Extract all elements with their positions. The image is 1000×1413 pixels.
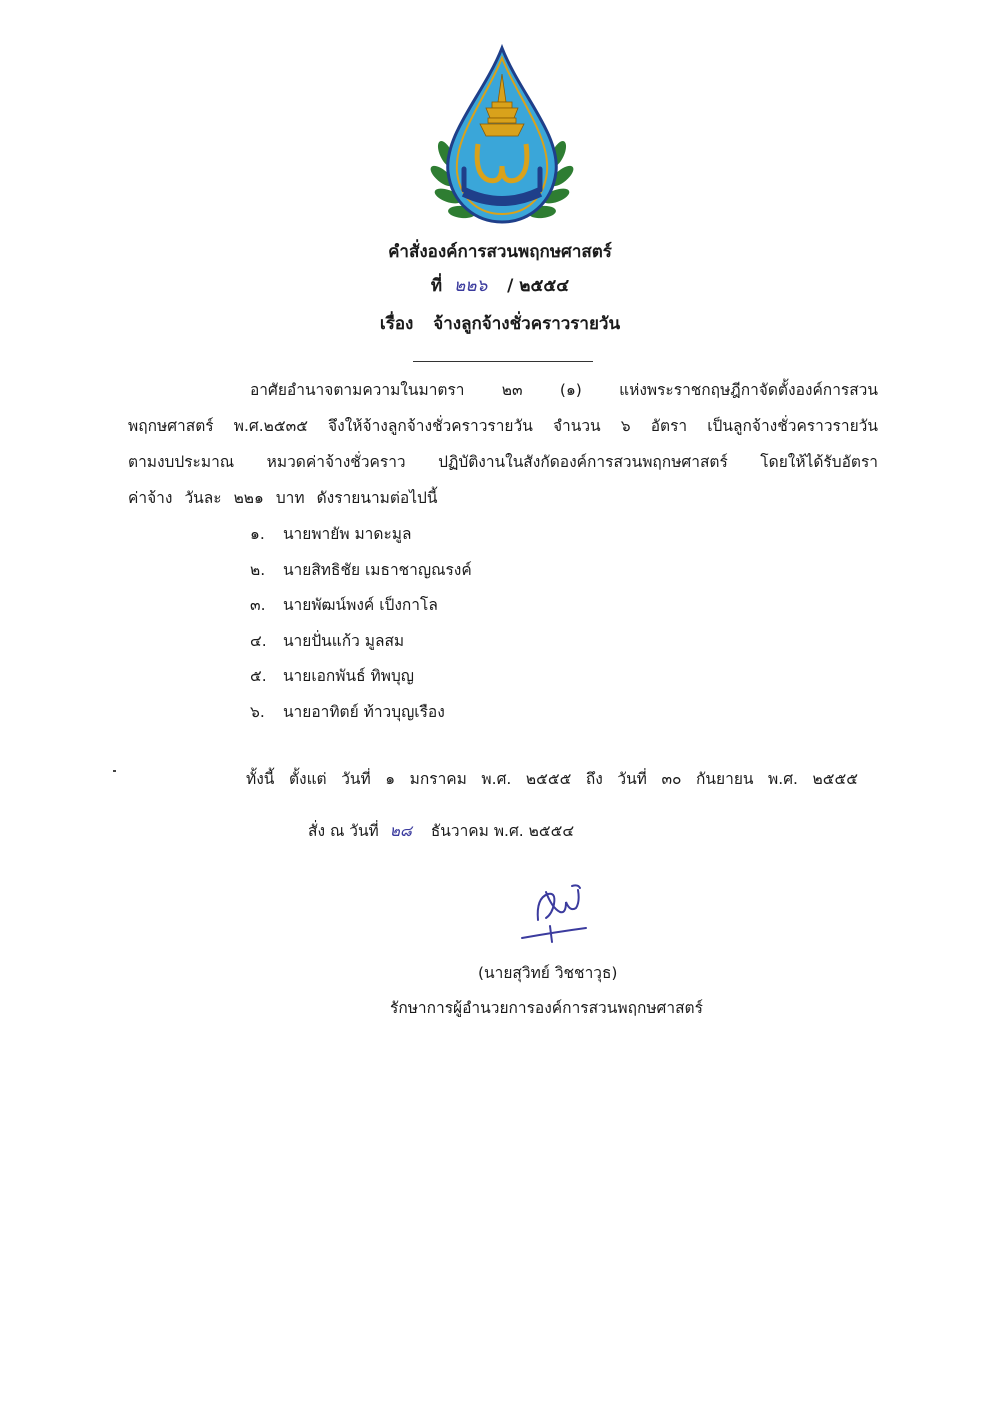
- text-segment: ค่าจ้าง: [128, 489, 173, 507]
- text-segment: ตั้งแต่: [288, 770, 327, 788]
- text-segment: พ.ศ.: [481, 770, 512, 788]
- subject-text: จ้างลูกจ้างชั่วคราวรายวัน: [433, 314, 621, 334]
- scan-speck: [113, 770, 116, 772]
- list-number: ๔.: [250, 631, 267, 650]
- document-title: คำสั่งองค์การสวนพฤกษศาสตร์: [388, 242, 612, 262]
- text-segment: บาท: [275, 489, 305, 507]
- text-segment: ๒๓: [501, 381, 523, 399]
- text-segment: แห่งพระราชกฤษฎีกาจัดตั้งองค์การสวน: [619, 381, 878, 399]
- signatory-name: (นายสุวิทย์ วิชชาวุธ): [478, 964, 618, 982]
- order-body-paragraph: [128, 372, 878, 516]
- subject-label: เรื่อง: [379, 314, 414, 334]
- paragraph-line: [128, 372, 878, 408]
- text-segment: พ.ศ.๒๕๓๕: [233, 417, 308, 435]
- text-segment: ๑: [385, 770, 396, 788]
- text-segment: เป็นลูกจ้างชั่วคราวรายวัน: [707, 417, 878, 435]
- employee-name: นายอาทิตย์ ท้าวบุญเรือง: [282, 702, 445, 721]
- list-number: ๕.: [250, 667, 267, 685]
- order-number-line: [0, 272, 1000, 299]
- text-segment: ๒๕๕๕: [525, 770, 572, 788]
- document-header: [0, 238, 1000, 266]
- signatory-position: รักษาการผู้อำนวยการองค์การสวนพฤกษศาสตร์: [390, 999, 703, 1017]
- signed-prefix: สั่ง ณ วันที่: [308, 822, 379, 840]
- subject-line: [0, 310, 1000, 337]
- text-segment: จึงให้จ้างลูกจ้างชั่วคราวรายวัน: [328, 417, 533, 435]
- list-item: [250, 695, 472, 731]
- organization-logo: [428, 44, 576, 234]
- text-segment: โดยให้ได้รับอัตรา: [760, 453, 878, 471]
- list-number: ๓.: [250, 596, 266, 614]
- list-item: [250, 624, 472, 660]
- header-divider: [413, 361, 593, 362]
- order-prefix: ที่: [430, 276, 443, 296]
- text-segment: ๒๕๕๕: [812, 770, 858, 788]
- text-segment: พ.ศ.: [768, 770, 798, 788]
- text-segment: วันละ: [184, 489, 222, 507]
- text-segment: ปฏิบัติงานในสังกัดองค์การสวนพฤกษศาสตร์: [438, 453, 728, 471]
- list-number: ๖.: [250, 702, 265, 721]
- employee-name: นายปั่นแก้ว มูลสม: [282, 631, 405, 650]
- text-segment: หมวดค่าจ้างชั่วคราว: [266, 453, 406, 471]
- handwritten-signature: [516, 880, 596, 950]
- text-segment: ๓๐: [661, 770, 682, 788]
- employee-name: นายสิทธิชัย เมธาชาญณรงค์: [282, 560, 472, 579]
- list-number: ๒.: [250, 560, 266, 579]
- paragraph-line: [128, 408, 878, 444]
- employment-period-line: [246, 766, 858, 791]
- paragraph-line: [128, 444, 878, 480]
- list-item: [250, 553, 472, 589]
- text-segment: ๒๒๑: [233, 489, 264, 507]
- text-segment: กันยายน: [696, 770, 754, 788]
- signed-date-line: [308, 818, 574, 843]
- text-segment: จำนวน: [552, 417, 601, 435]
- text-segment: (๑): [559, 381, 582, 399]
- order-number: ๒๒๖: [454, 276, 488, 296]
- text-segment: อาศัยอำนาจตามความในมาตรา: [250, 381, 465, 399]
- list-item: [250, 659, 472, 695]
- text-segment: ดังรายนามต่อไปนี้: [316, 489, 438, 507]
- list-item: [250, 517, 472, 553]
- employee-list: [250, 517, 472, 730]
- text-segment: พฤกษศาสตร์: [128, 417, 214, 435]
- text-segment: ถึง: [585, 770, 603, 788]
- list-number: ๑.: [250, 525, 265, 543]
- order-year: / ๒๕๕๔: [507, 276, 570, 296]
- text-segment: วันที่: [617, 770, 647, 788]
- signed-month-year: ธันวาคม พ.ศ. ๒๕๕๔: [430, 822, 575, 840]
- text-segment: มกราคม: [409, 770, 467, 788]
- employee-name: นายพัฒน์พงค์ เป็งกาโล: [282, 596, 438, 614]
- text-segment: วันที่: [341, 770, 371, 788]
- text-segment: ทั้งนี้: [246, 770, 275, 788]
- list-item: [250, 588, 472, 624]
- signed-day: ๒๘: [389, 822, 412, 840]
- text-segment: ๖: [620, 417, 631, 435]
- text-segment: ตามงบประมาณ: [128, 453, 235, 471]
- employee-name: นายเอกพันธ์ ทิพบุญ: [282, 667, 414, 685]
- employee-name: นายพายัพ มาดะมูล: [282, 525, 412, 543]
- text-segment: อัตรา: [650, 417, 688, 435]
- paragraph-line: [128, 480, 878, 516]
